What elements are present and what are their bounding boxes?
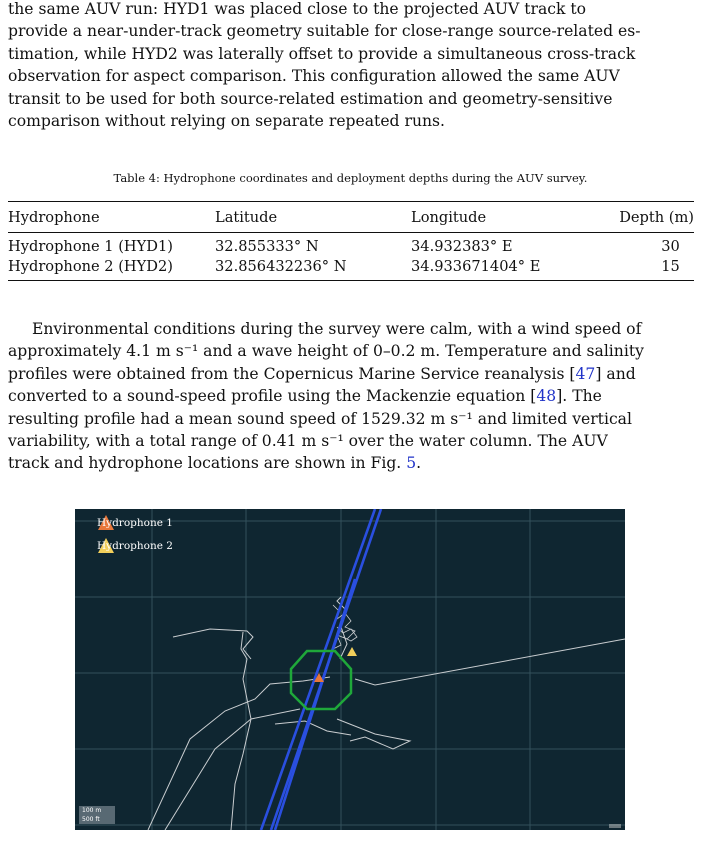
citation-link[interactable]: 48 <box>536 387 557 406</box>
text-line: approximately 4.1 m s⁻¹ and a wave height of 0–0.2 m. Temperature and salinity <box>8 342 644 361</box>
text-fragment: profiles were obtained from the Copernicus Marine Service reanalysis [ <box>8 364 576 383</box>
table-cell: 32.855333° N <box>215 237 319 255</box>
text-line: observation for aspect comparison. This configuration allowed the same AUV <box>8 67 620 86</box>
column-header: Depth (m) <box>619 208 694 226</box>
column-header: Latitude <box>215 208 278 226</box>
text-line: resulting profile had a mean sound speed of 1529.32 m s⁻¹ and limited vertical <box>8 409 632 428</box>
map-canvas <box>75 509 625 830</box>
table-caption: Table 4: Hydrophone coordinates and deployment depths during the AUV survey. <box>113 171 588 185</box>
citation-link[interactable]: 47 <box>575 364 596 383</box>
scale-bar-feet: 500 ft <box>79 815 115 824</box>
table-row <box>8 256 694 281</box>
table-cell: 34.932383° E <box>411 237 513 255</box>
text-line <box>8 363 694 385</box>
paragraph-intro <box>8 0 694 132</box>
text-line: timation, while HYD2 was laterally offset to provide a simultaneous cross-track <box>8 44 636 63</box>
text-line: variability, with a total range of 0.41 m s⁻¹ over the water column. The AUV <box>8 432 608 451</box>
column-header: Longitude <box>411 208 487 226</box>
table-row <box>8 233 694 257</box>
text-line: transit to be used for both source-related estimation and geometry-sensitive <box>8 89 613 108</box>
survey-map[interactable] <box>75 509 625 830</box>
table-cell: Hydrophone 1 (HYD1) <box>8 237 173 255</box>
text-fragment: . <box>416 454 422 473</box>
auv-track <box>261 509 381 830</box>
table-cell: 32.856432236° N <box>215 257 347 275</box>
text-fragment: converted to a sound-speed profile using the Mackenzie equation [ <box>8 387 537 406</box>
text-line <box>8 385 694 407</box>
hydrophone-table <box>8 201 694 281</box>
legend-label-hydrophone-1: Hydrophone 1 <box>97 517 173 529</box>
hydrophone-2-marker <box>347 647 357 656</box>
figure-link[interactable]: 5 <box>406 454 417 473</box>
table-header-row <box>8 202 694 233</box>
table-cell: 30 <box>661 237 680 255</box>
scale-bar-meters: 100 m <box>79 806 115 815</box>
column-header: Hydrophone <box>8 208 100 226</box>
text-line: provide a near-under-track geometry suitable for close-range source-related es- <box>8 22 641 41</box>
map-attribution <box>609 824 621 828</box>
coastline <box>148 597 625 830</box>
table-cell: 34.933671404° E <box>411 257 541 275</box>
text-line: Environmental conditions during the survey were calm, with a wind speed of <box>32 320 642 338</box>
table-cell: 15 <box>661 257 680 275</box>
text-fragment: ] and <box>595 364 636 383</box>
text-fragment: ]. The <box>556 387 602 406</box>
text-fragment: track and hydrophone locations are shown in Fig. <box>8 454 407 473</box>
legend-label-hydrophone-2: Hydrophone 2 <box>97 540 173 552</box>
paragraph-environment <box>8 318 694 475</box>
text-line: the same AUV run: HYD1 was placed close to the projected AUV track to <box>8 0 587 18</box>
table-cell: Hydrophone 2 (HYD2) <box>8 257 173 275</box>
text-line: comparison without relying on separate repeated runs. <box>8 112 445 131</box>
text-line <box>8 452 694 474</box>
